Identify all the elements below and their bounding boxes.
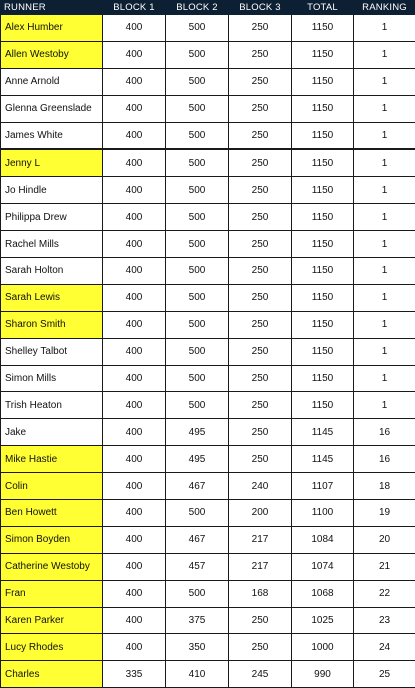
block3-cell: 250 xyxy=(229,446,292,473)
block3-cell: 250 xyxy=(229,95,292,122)
block3-cell: 250 xyxy=(229,68,292,95)
ranking-cell: 20 xyxy=(354,526,415,553)
header-row xyxy=(1,1,415,15)
table-row xyxy=(1,149,415,176)
ranking-cell: 22 xyxy=(354,580,415,607)
block3-cell: 250 xyxy=(229,231,292,258)
block1-cell: 400 xyxy=(103,177,166,204)
runner-name-cell: Jo Hindle xyxy=(1,177,103,204)
runner-name-cell: Mike Hastie xyxy=(1,446,103,473)
runner-name-cell: Catherine Westoby xyxy=(1,553,103,580)
block3-cell: 250 xyxy=(229,41,292,68)
block1-cell: 400 xyxy=(103,392,166,419)
block1-cell: 400 xyxy=(103,122,166,149)
total-cell: 1150 xyxy=(292,177,354,204)
header-block2: BLOCK 2 xyxy=(166,1,229,15)
block1-cell: 400 xyxy=(103,41,166,68)
block3-cell: 250 xyxy=(229,634,292,661)
ranking-cell: 1 xyxy=(354,338,415,365)
block1-cell: 400 xyxy=(103,500,166,527)
ranking-cell: 23 xyxy=(354,607,415,634)
block3-cell: 250 xyxy=(229,419,292,446)
table-row xyxy=(1,41,415,68)
ranking-cell: 1 xyxy=(354,392,415,419)
ranking-cell: 24 xyxy=(354,634,415,661)
runner-name-cell: Karen Parker xyxy=(1,607,103,634)
ranking-cell: 1 xyxy=(354,41,415,68)
block3-cell: 200 xyxy=(229,500,292,527)
ranking-cell: 1 xyxy=(354,231,415,258)
runner-name-cell: Alex Humber xyxy=(1,15,103,42)
block2-cell: 500 xyxy=(166,41,229,68)
block2-cell: 500 xyxy=(166,258,229,285)
block2-cell: 457 xyxy=(166,553,229,580)
block1-cell: 400 xyxy=(103,15,166,42)
block3-cell: 250 xyxy=(229,338,292,365)
total-cell: 1150 xyxy=(292,392,354,419)
block2-cell: 500 xyxy=(166,392,229,419)
block1-cell: 400 xyxy=(103,204,166,231)
block1-cell: 400 xyxy=(103,607,166,634)
table-row xyxy=(1,553,415,580)
runner-name-cell: Glenna Greenslade xyxy=(1,95,103,122)
block2-cell: 500 xyxy=(166,95,229,122)
block2-cell: 467 xyxy=(166,526,229,553)
block1-cell: 400 xyxy=(103,149,166,176)
table-header xyxy=(1,1,415,15)
block3-cell: 217 xyxy=(229,526,292,553)
block2-cell: 500 xyxy=(166,365,229,392)
runner-name-cell: Allen Westoby xyxy=(1,41,103,68)
block1-cell: 400 xyxy=(103,634,166,661)
runner-name-cell: Fran xyxy=(1,580,103,607)
table-row xyxy=(1,122,415,149)
table-row xyxy=(1,95,415,122)
table-row xyxy=(1,68,415,95)
runner-name-cell: Sarah Holton xyxy=(1,258,103,285)
block2-cell: 500 xyxy=(166,284,229,311)
total-cell: 1150 xyxy=(292,338,354,365)
block1-cell: 400 xyxy=(103,473,166,500)
block2-cell: 500 xyxy=(166,580,229,607)
table-row xyxy=(1,419,415,446)
block3-cell: 250 xyxy=(229,122,292,149)
table-row xyxy=(1,526,415,553)
block1-cell: 400 xyxy=(103,284,166,311)
block2-cell: 495 xyxy=(166,419,229,446)
block2-cell: 500 xyxy=(166,15,229,42)
ranking-cell: 18 xyxy=(354,473,415,500)
total-cell: 1150 xyxy=(292,41,354,68)
block2-cell: 500 xyxy=(166,204,229,231)
ranking-cell: 1 xyxy=(354,177,415,204)
ranking-cell: 1 xyxy=(354,68,415,95)
runner-name-cell: Sarah Lewis xyxy=(1,284,103,311)
block2-cell: 500 xyxy=(166,231,229,258)
ranking-cell: 1 xyxy=(354,311,415,338)
ranking-cell: 1 xyxy=(354,149,415,176)
total-cell: 1150 xyxy=(292,311,354,338)
block2-cell: 500 xyxy=(166,177,229,204)
block3-cell: 250 xyxy=(229,607,292,634)
block3-cell: 250 xyxy=(229,258,292,285)
runner-name-cell: Anne Arnold xyxy=(1,68,103,95)
block3-cell: 250 xyxy=(229,177,292,204)
block2-cell: 375 xyxy=(166,607,229,634)
total-cell: 1107 xyxy=(292,473,354,500)
table-row xyxy=(1,177,415,204)
total-cell: 1150 xyxy=(292,231,354,258)
total-cell: 1100 xyxy=(292,500,354,527)
header-ranking: RANKING xyxy=(354,1,415,15)
block3-cell: 250 xyxy=(229,365,292,392)
block2-cell: 467 xyxy=(166,473,229,500)
table-row xyxy=(1,446,415,473)
table-body xyxy=(1,15,415,688)
total-cell: 1150 xyxy=(292,68,354,95)
total-cell: 1150 xyxy=(292,204,354,231)
ranking-cell: 1 xyxy=(354,284,415,311)
ranking-cell: 1 xyxy=(354,204,415,231)
block3-cell: 250 xyxy=(229,204,292,231)
block2-cell: 500 xyxy=(166,149,229,176)
block3-cell: 250 xyxy=(229,284,292,311)
ranking-cell: 19 xyxy=(354,500,415,527)
table-row xyxy=(1,365,415,392)
block1-cell: 400 xyxy=(103,446,166,473)
runner-name-cell: James White xyxy=(1,122,103,149)
runner-name-cell: Philippa Drew xyxy=(1,204,103,231)
header-block1: BLOCK 1 xyxy=(103,1,166,15)
table-row xyxy=(1,661,415,688)
ranking-cell: 1 xyxy=(354,15,415,42)
total-cell: 1145 xyxy=(292,446,354,473)
block1-cell: 400 xyxy=(103,258,166,285)
total-cell: 1145 xyxy=(292,419,354,446)
table-row xyxy=(1,258,415,285)
total-cell: 990 xyxy=(292,661,354,688)
total-cell: 1025 xyxy=(292,607,354,634)
block1-cell: 400 xyxy=(103,338,166,365)
ranking-cell: 1 xyxy=(354,95,415,122)
runner-name-cell: Charles xyxy=(1,661,103,688)
table-row xyxy=(1,580,415,607)
block1-cell: 400 xyxy=(103,553,166,580)
table-row xyxy=(1,634,415,661)
runner-name-cell: Ben Howett xyxy=(1,500,103,527)
runner-name-cell: Trish Heaton xyxy=(1,392,103,419)
table-row xyxy=(1,284,415,311)
runner-name-cell: Simon Boyden xyxy=(1,526,103,553)
block3-cell: 217 xyxy=(229,553,292,580)
header-runner: RUNNER xyxy=(1,1,103,15)
block3-cell: 250 xyxy=(229,392,292,419)
total-cell: 1150 xyxy=(292,284,354,311)
block3-cell: 245 xyxy=(229,661,292,688)
block1-cell: 400 xyxy=(103,68,166,95)
total-cell: 1084 xyxy=(292,526,354,553)
table-row xyxy=(1,473,415,500)
table-row xyxy=(1,500,415,527)
ranking-cell: 25 xyxy=(354,661,415,688)
runner-name-cell: Rachel Mills xyxy=(1,231,103,258)
block2-cell: 500 xyxy=(166,500,229,527)
ranking-cell: 16 xyxy=(354,446,415,473)
block2-cell: 410 xyxy=(166,661,229,688)
runner-name-cell: Sharon Smith xyxy=(1,311,103,338)
block2-cell: 500 xyxy=(166,68,229,95)
block1-cell: 335 xyxy=(103,661,166,688)
total-cell: 1150 xyxy=(292,258,354,285)
total-cell: 1150 xyxy=(292,15,354,42)
block2-cell: 500 xyxy=(166,338,229,365)
block1-cell: 400 xyxy=(103,580,166,607)
block3-cell: 168 xyxy=(229,580,292,607)
ranking-cell: 1 xyxy=(354,258,415,285)
total-cell: 1150 xyxy=(292,95,354,122)
block3-cell: 250 xyxy=(229,311,292,338)
table-row xyxy=(1,338,415,365)
table-row xyxy=(1,311,415,338)
block2-cell: 350 xyxy=(166,634,229,661)
block1-cell: 400 xyxy=(103,365,166,392)
runner-name-cell: Simon Mills xyxy=(1,365,103,392)
ranking-cell: 16 xyxy=(354,419,415,446)
block1-cell: 400 xyxy=(103,231,166,258)
block3-cell: 250 xyxy=(229,149,292,176)
block1-cell: 400 xyxy=(103,95,166,122)
table-row xyxy=(1,392,415,419)
runner-name-cell: Jake xyxy=(1,419,103,446)
table-row xyxy=(1,231,415,258)
header-block3: BLOCK 3 xyxy=(229,1,292,15)
ranking-cell: 1 xyxy=(354,365,415,392)
block1-cell: 400 xyxy=(103,526,166,553)
block1-cell: 400 xyxy=(103,311,166,338)
total-cell: 1150 xyxy=(292,149,354,176)
table-row xyxy=(1,15,415,42)
total-cell: 1150 xyxy=(292,365,354,392)
total-cell: 1074 xyxy=(292,553,354,580)
block2-cell: 500 xyxy=(166,122,229,149)
runner-name-cell: Lucy Rhodes xyxy=(1,634,103,661)
table-row xyxy=(1,607,415,634)
ranking-cell: 1 xyxy=(354,122,415,149)
block2-cell: 495 xyxy=(166,446,229,473)
runner-name-cell: Jenny L xyxy=(1,149,103,176)
block3-cell: 250 xyxy=(229,15,292,42)
runner-name-cell: Colin xyxy=(1,473,103,500)
header-total: TOTAL xyxy=(292,1,354,15)
ranking-cell: 21 xyxy=(354,553,415,580)
block2-cell: 500 xyxy=(166,311,229,338)
block1-cell: 400 xyxy=(103,419,166,446)
block3-cell: 240 xyxy=(229,473,292,500)
runner-name-cell: Shelley Talbot xyxy=(1,338,103,365)
total-cell: 1068 xyxy=(292,580,354,607)
total-cell: 1000 xyxy=(292,634,354,661)
total-cell: 1150 xyxy=(292,122,354,149)
table-row xyxy=(1,204,415,231)
